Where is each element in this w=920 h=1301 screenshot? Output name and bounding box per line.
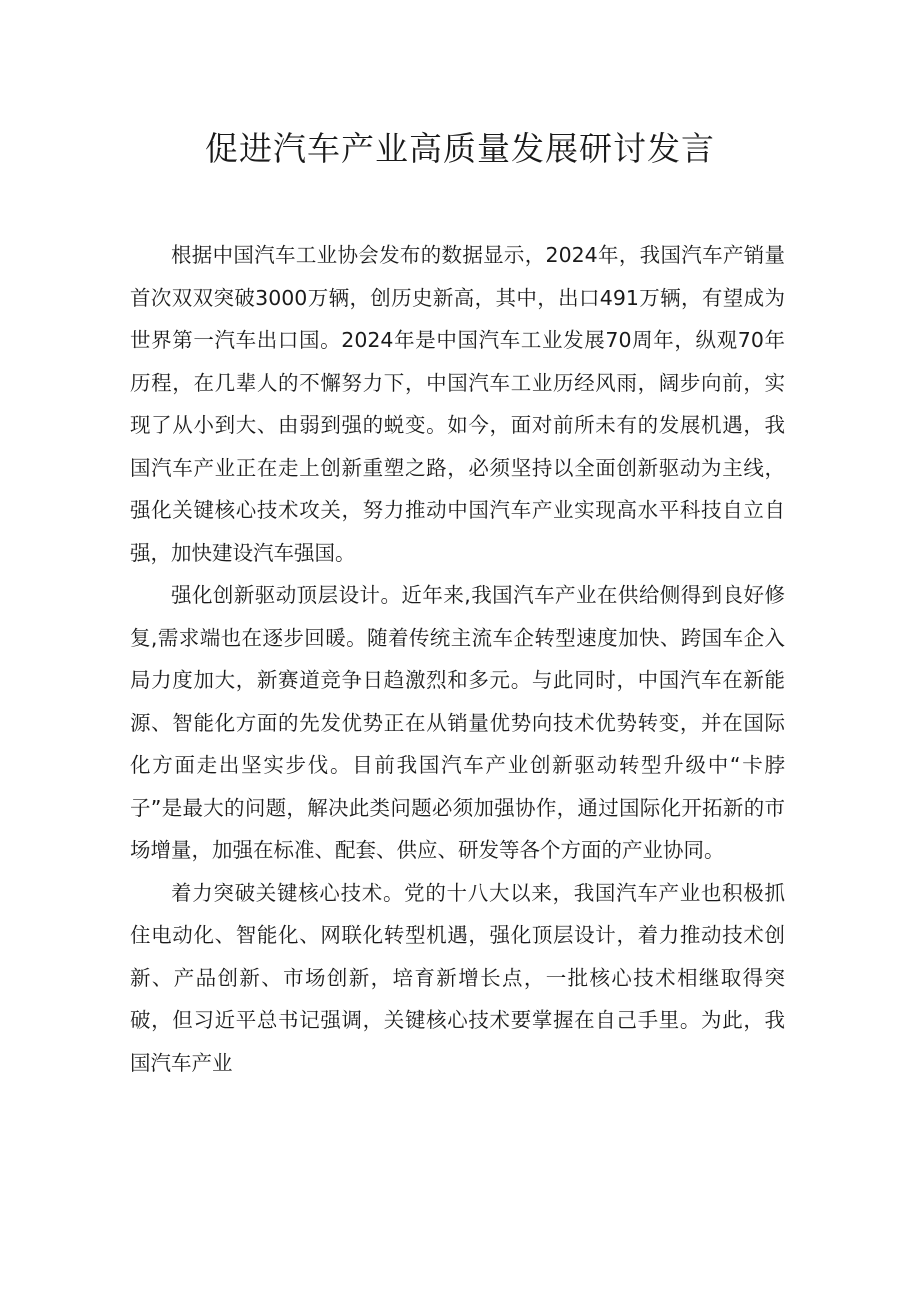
paragraph-innovation-design: 强化创新驱动顶层设计。近年来,我国汽车产业在供给侧得到良好修复,需求端也在逐步回暖。随着传统主流车企转型速度加快、跨国车企入局力度加大，新赛道竞争日趋激烈和多元。与此同时，中国汽车在新能源、智能化方面的先发优势正在从销量优势向技术优势转变，并在国际化方面走出坚实步伐。目前我国汽车产业创新驱动转型升级中“卡脖子”是最大的问题，解决此类问题必须加强协作，通过国际化开拓新的市场增量，加强在标准、配套、供应、研发等各个方面的产业协同。 [130, 583, 785, 862]
paragraph-intro: 根据中国汽车工业协会发布的数据显示，2024年，我国汽车产销量首次双双突破3000万辆，创历史新高，其中，出口491万辆，有望成为世界第一汽车出口国。2024年是中国汽车工业发展70周年，纵观70年历程，在几辈人的不懈努力下，中国汽车工业历经风雨，阔步向前，实现了从小到大、由弱到强的蜕变。如今，面对前所未有的发展机遇，我国汽车产业正在走上创新重塑之路，必须坚持以全面创新驱动为主线，强化关键核心技术攻关，努力推动中国汽车产业实现高水平科技自立自强，加快建设汽车强国。 [130, 243, 785, 565]
document-title: 促进汽车产业高质量发展研讨发言 [205, 129, 715, 168]
paragraph-core-technology: 着力突破关键核心技术。党的十八大以来，我国汽车产业也积极抓住电动化、智能化、网联化转型机遇，强化顶层设计，着力推动技术创新、产品创新、市场创新，培育新增长点，一批核心技术相继取得突破，但习近平总书记强调，关键核心技术要掌握在自己手里。为此，我国汽车产业 [130, 880, 785, 1075]
document-body [130, 234, 785, 1084]
